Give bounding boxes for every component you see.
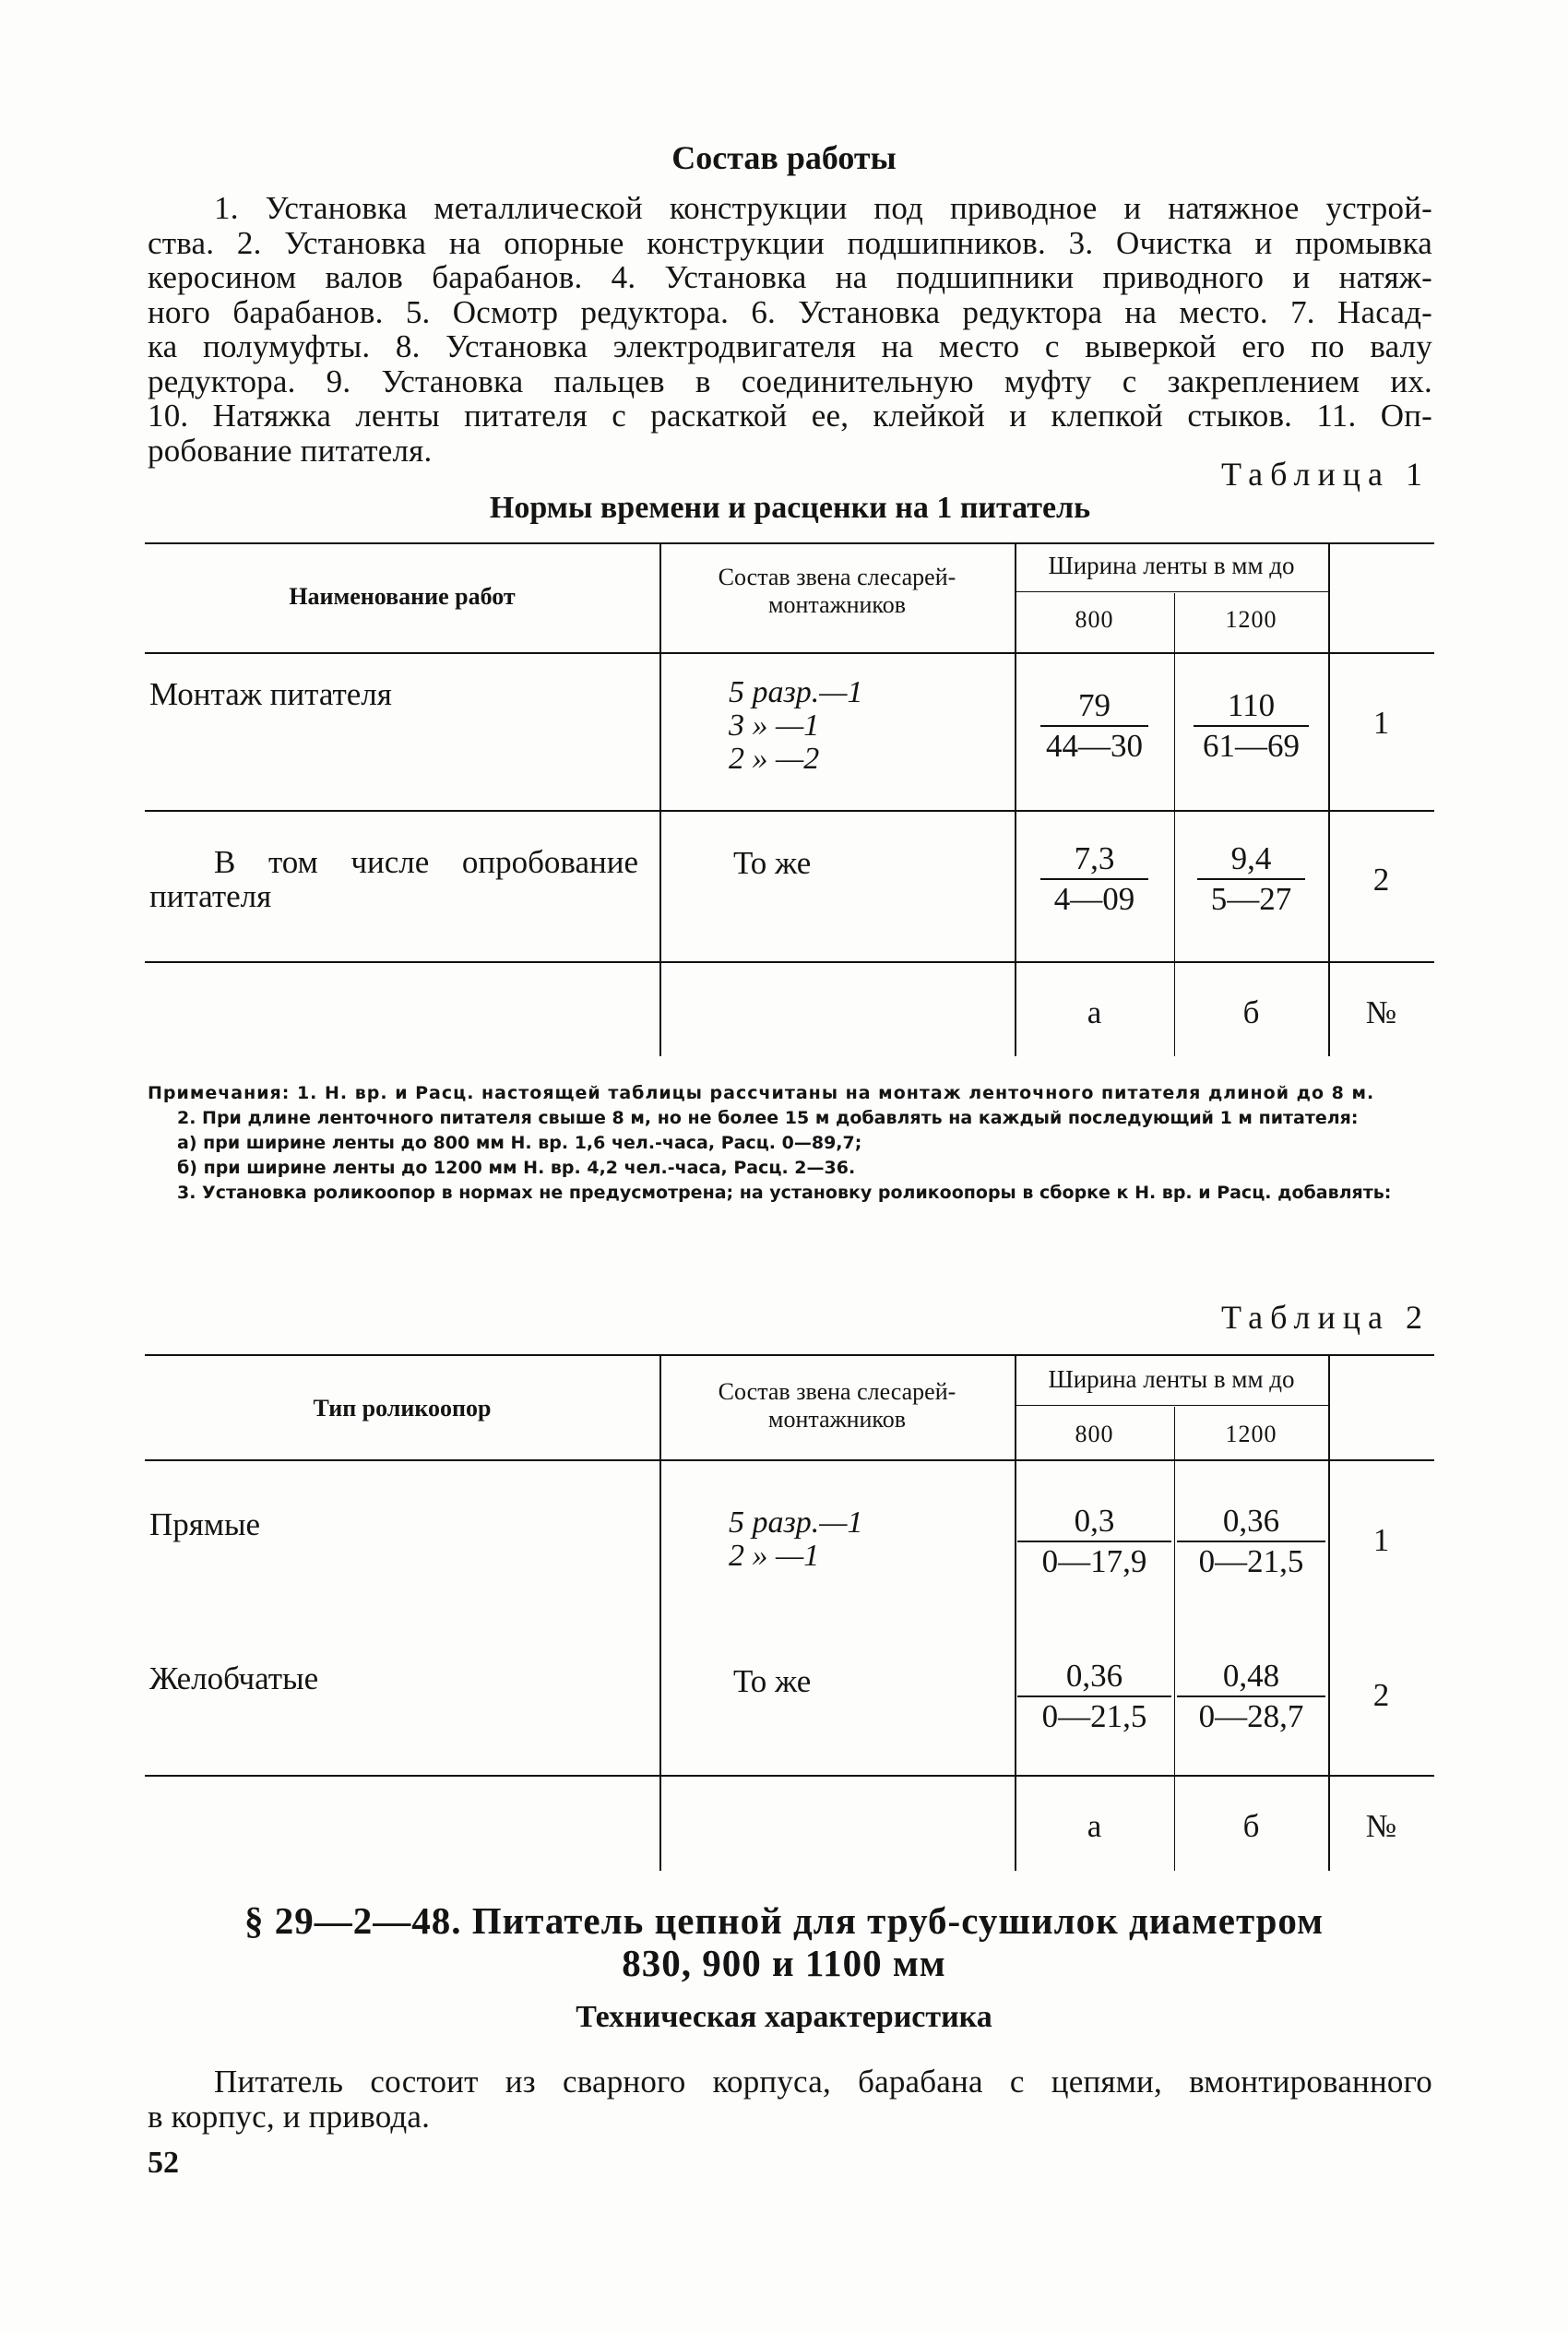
section48-heading-line1: § 29—2—48. Питатель цепной для труб-сушилок диаметром (244, 1899, 1324, 1942)
table1-row2-a: $\frac{7,3}{4—09}$ (1040, 839, 1148, 919)
table1-row1-a: $\frac{79}{44—30}$ (1040, 686, 1148, 766)
table1-footer-no: № (1365, 994, 1397, 1030)
section48-text-line: Питатель состоит из сварного корпуса, барабана с цепями, вмонтированного (214, 2064, 1432, 2100)
section48-subheading: Техническая характеристика (576, 2000, 992, 2034)
section48-heading-line2: 830, 900 и 1100 мм (622, 1942, 946, 1984)
work-line: 1. Установка металлической конструкции под приводное и натяжное устрой- (214, 190, 1432, 226)
table2-row2-b: $\frac{0,48}{0—28,7}$ (1177, 1657, 1325, 1736)
table1-label: Таблица 1 (1221, 456, 1430, 493)
table2-row1-no: 1 (1372, 1522, 1390, 1558)
work-line: ка полумуфты. 8. Установка электродвигателя на место с выверкой его по валу (148, 328, 1432, 364)
table2-row1-a: $\frac{0,3}{0—17,9}$ (1017, 1502, 1171, 1581)
work-line: 10. Натяжка ленты питателя с раскаткой ее, клейкой и клепкой стыков. 11. Оп- (148, 398, 1432, 434)
table2-header-width: Ширина ленты в мм до (1048, 1365, 1295, 1393)
note-2a: а) при ширине ленты до 800 мм Н. вр. 1,6 чел.-часа, Расц. 0—89,7; (177, 1133, 862, 1153)
table1-title: Нормы времени и расценки на 1 питатель (489, 491, 1091, 525)
table1-row2-b: $\frac{9,4}{5—27}$ (1197, 839, 1305, 919)
table2-row2-crew: То же (733, 1663, 812, 1699)
table2-label: Таблица 2 (1221, 1299, 1430, 1336)
table2-footer-a: а (1087, 1808, 1102, 1844)
note-2: 2. При длине ленточного питателя свыше 8 м, но не более 15 м добавлять на каждый последующий 1 м питателя: (177, 1108, 1359, 1128)
table2-row2-name: Желобчатые (149, 1660, 319, 1696)
page-number: 52 (148, 2146, 179, 2180)
table2-footer-b: б (1242, 1808, 1260, 1844)
table1-header-name: Наименование работ (289, 583, 516, 610)
table1-row2-crew: То же (733, 845, 812, 881)
work-line: редуктора. 9. Установка пальцев в соединительную муфту с закреплением их. (148, 363, 1432, 399)
table1-row1-no: 1 (1372, 705, 1390, 741)
table1-header-1200: 1200 (1225, 606, 1277, 633)
note-3: 3. Установка роликоопор в нормах не предусмотрена; на установку роликоопоры в сборке к Н. вр. и Расц. добавлять: (177, 1183, 1392, 1203)
table2-row1-crew: 5 разр.—1 2 » —1 (729, 1505, 863, 1573)
table2-row2-a: $\frac{0,36}{0—21,5}$ (1017, 1657, 1171, 1736)
work-line: ного барабанов. 5. Осмотр редуктора. 6. Установка редуктора на место. 7. Насад- (148, 293, 1432, 330)
table2-footer-no: № (1365, 1808, 1397, 1844)
section48-text (148, 2064, 1432, 2134)
table1-row2-no: 2 (1372, 862, 1390, 898)
table2-header-800: 800 (1075, 1421, 1114, 1447)
table1-header-800: 800 (1075, 606, 1114, 633)
table1-row2-name: В том числе опробование питателя (149, 844, 638, 914)
table2-header-crew: Состав звена слесарей-монтажников (718, 1378, 956, 1433)
table1-row1-crew: 5 разр.—1 3 » —1 2 » —2 (729, 675, 863, 776)
table2-row1-name: Прямые (149, 1506, 261, 1542)
table1-header-crew: Состав звена слесарей-монтажников (718, 564, 956, 618)
table2-header-name: Тип роликоопор (313, 1395, 492, 1422)
section-title-work: Состав работы (671, 139, 897, 176)
table1-row1-b: $\frac{110}{61—69}$ (1194, 686, 1309, 766)
table1-row1-name: Монтаж питателя (149, 676, 392, 712)
table2-row1-b: $\frac{0,36}{0—21,5}$ (1177, 1502, 1325, 1581)
table2-row2-no: 2 (1372, 1677, 1390, 1713)
work-line: керосином валов барабанов. 4. Установка на подшипники приводного и натяж- (148, 259, 1432, 295)
table1-footer-b: б (1242, 994, 1260, 1030)
note-2b: б) при ширине ленты до 1200 мм Н. вр. 4,2 чел.-часа, Расц. 2—36. (177, 1158, 856, 1178)
work-line: ства. 2. Установка на опорные конструкции подшипников. 3. Очистка и промывка (148, 224, 1432, 261)
note-1: Примечания: 1. Н. вр. и Расц. настоящей таблицы рассчитаны на монтаж ленточного питателя длиной до 8 м. (148, 1083, 1375, 1103)
table2-header-1200: 1200 (1225, 1421, 1277, 1447)
table1-footer-a: а (1087, 994, 1102, 1030)
table1-header-width: Ширина ленты в мм до (1048, 552, 1295, 579)
work-line: робование питателя. (148, 432, 433, 469)
section48-text-line: в корпус, и привода. (148, 2098, 431, 2135)
